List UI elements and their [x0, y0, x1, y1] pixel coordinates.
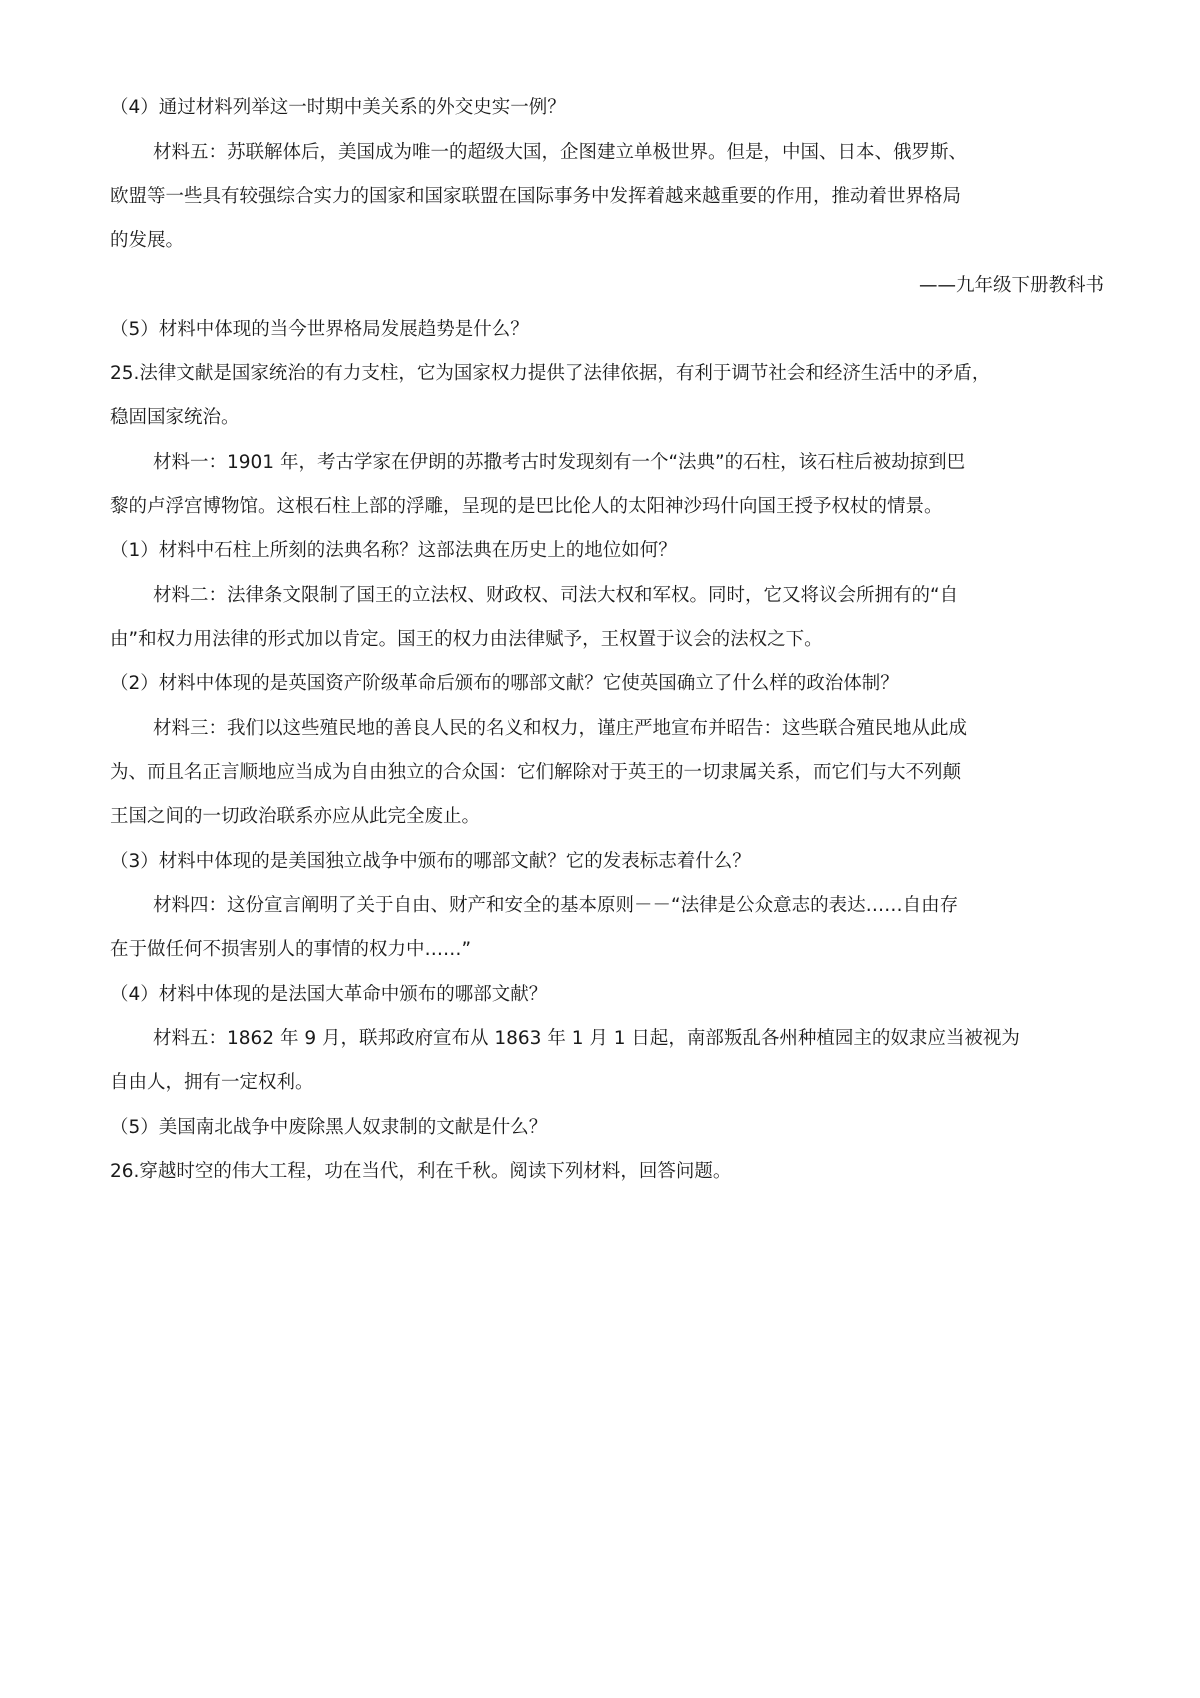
q25-material-1-line-2: 黎的卢浮宫博物馆。这根石柱上部的浮雕，呈现的是巴比伦人的太阳神沙玛什向国王授予权杖的情景。	[110, 496, 943, 517]
q25-material-4-line-1: 材料四：这份宣言阐明了关于自由、财产和安全的基本原则－－“法律是公众意志的表达……自由存	[153, 895, 959, 916]
q25-material-5-line-1: 材料五：1862 年 9 月，联邦政府宣布从 1863 年 1 月 1 日起，南部叛乱各州种植园主的奴隶应当被视为	[153, 1028, 1020, 1049]
q25-material-2-line-2: 由”和权力用法律的形式加以肯定。国王的权力由法律赋予，王权置于议会的法权之下。	[110, 629, 823, 650]
q25-material-1-line-1: 材料一：1901 年，考古学家在伊朗的苏撒考古时发现刻有一个“法典”的石柱，该石柱后被劫掠到巴	[153, 452, 966, 473]
source-citation: ——九年级下册教科书	[918, 275, 1104, 296]
q25-material-4-line-2: 在于做任何不损害别人的事情的权力中……”	[110, 939, 472, 960]
question-25-4: （4）材料中体现的是法国大革命中颁布的哪部文献？	[110, 984, 548, 1005]
question-25-heading-cont: 稳固国家统治。	[110, 407, 240, 428]
material-5-line-3: 的发展。	[110, 230, 185, 251]
material-5-line-2: 欧盟等一些具有较强综合实力的国家和国家联盟在国际事务中发挥着越来越重要的作用，推动着世界格局	[110, 186, 962, 207]
material-5-line-1: 材料五：苏联解体后，美国成为唯一的超级大国，企图建立单极世界。但是，中国、日本、俄罗斯、	[153, 142, 968, 163]
question-25-heading: 25.法律文献是国家统治的有力支柱，它为国家权力提供了法律依据，有利于调节社会和经济生活中的矛盾，	[110, 363, 991, 384]
question-25-3: （3）材料中体现的是美国独立战争中颁布的哪部文献？它的发表标志着什么？	[110, 851, 751, 872]
question-24-4: （4）通过材料列举这一时期中美关系的外交史实一例？	[110, 97, 566, 118]
q25-material-3-line-3: 王国之间的一切政治联系亦应从此完全废止。	[110, 806, 481, 827]
q25-material-3-line-1: 材料三：我们以这些殖民地的善良人民的名义和权力，谨庄严地宣布并昭告：这些联合殖民地从此成	[153, 718, 968, 739]
question-25-1: （1）材料中石柱上所刻的法典名称？这部法典在历史上的地位如何？	[110, 540, 677, 561]
question-25-5: （5）美国南北战争中废除黑人奴隶制的文献是什么？	[110, 1117, 548, 1138]
question-26-heading: 26.穿越时空的伟大工程，功在当代，利在千秋。阅读下列材料，回答问题。	[110, 1161, 732, 1182]
q25-material-2-line-1: 材料二：法律条文限制了国王的立法权、财政权、司法大权和军权。同时，它又将议会所拥有的“自	[153, 585, 959, 606]
question-24-5: （5）材料中体现的当今世界格局发展趋势是什么？	[110, 319, 529, 340]
q25-material-5-line-2: 自由人，拥有一定权利。	[110, 1072, 314, 1093]
question-25-2: （2）材料中体现的是英国资产阶级革命后颁布的哪部文献？它使英国确立了什么样的政治体制？	[110, 673, 899, 694]
q25-material-3-line-2: 为、而且名正言顺地应当成为自由独立的合众国：它们解除对于英王的一切隶属关系，而它们与大不列颠	[110, 762, 962, 783]
